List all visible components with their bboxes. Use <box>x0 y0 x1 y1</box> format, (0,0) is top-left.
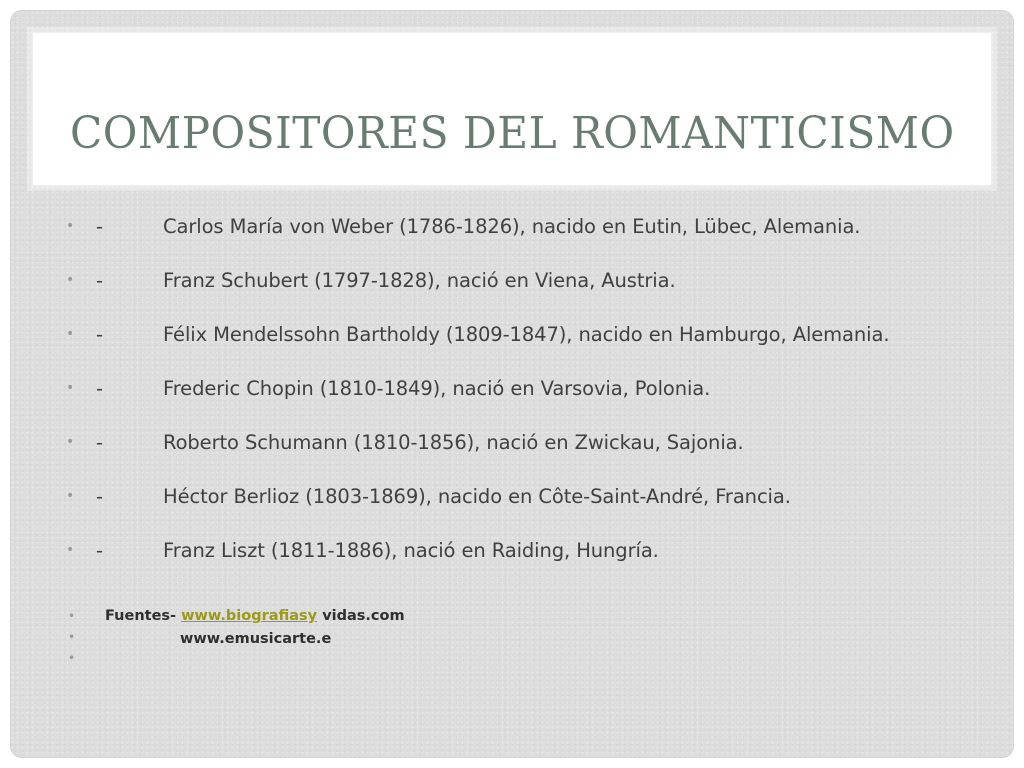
list-dash: - <box>96 539 104 562</box>
list-dash: - <box>96 269 104 292</box>
sources-link-suffix: vidas.com <box>317 608 405 624</box>
bullet-icon: • <box>68 630 76 644</box>
list-item <box>60 323 1000 377</box>
bullet-icon: • <box>66 434 75 450</box>
bullet-icon: • <box>68 651 76 665</box>
composer-entry: Franz Liszt (1811-1886), nació en Raiding, Hungría. <box>163 539 659 562</box>
composer-entry: Carlos María von Weber (1786-1826), nacido en Eutin, Lübec, Alemania. <box>163 215 861 238</box>
slide-title: COMPOSITORES DEL ROMANTICISMO <box>70 108 955 159</box>
list-item <box>60 269 1000 323</box>
bullet-icon: • <box>66 380 75 396</box>
list-item <box>60 485 1000 539</box>
source-url: www.emusicarte.e <box>180 631 332 647</box>
bullet-icon: • <box>68 609 76 623</box>
composer-list <box>60 215 1000 593</box>
list-item <box>60 431 1000 485</box>
list-dash: - <box>96 323 104 346</box>
list-dash: - <box>96 215 104 238</box>
composer-entry: Héctor Berlioz (1803-1869), nacido en Côte-Saint-André, Francia. <box>163 485 791 508</box>
composer-entry: Roberto Schumann (1810-1856), nació en Zwickau, Sajonia. <box>163 431 744 454</box>
list-item <box>60 377 1000 431</box>
composer-entry: Félix Mendelssohn Bartholdy (1809-1847), nacido en Hamburgo, Alemania. <box>163 323 890 346</box>
bullet-icon: • <box>66 272 75 288</box>
list-dash: - <box>96 485 104 508</box>
list-item <box>60 539 1000 593</box>
slide <box>10 10 1014 758</box>
bullet-icon: • <box>66 542 75 558</box>
sources-line <box>60 608 960 629</box>
composer-entry: Franz Schubert (1797-1828), nació en Viena, Austria. <box>163 269 676 292</box>
empty-list-item <box>60 650 960 671</box>
list-item <box>60 215 1000 269</box>
bullet-icon: • <box>66 218 75 234</box>
sources-text <box>105 608 405 624</box>
list-dash: - <box>96 377 104 400</box>
bullet-icon: • <box>66 488 75 504</box>
sources-label: Fuentes- <box>105 608 182 624</box>
source-link[interactable]: www.biografiasy <box>181 608 318 624</box>
composer-entry: Frederic Chopin (1810-1849), nació en Varsovia, Polonia. <box>163 377 711 400</box>
list-dash: - <box>96 431 104 454</box>
sources-line <box>60 629 960 650</box>
sources-list <box>60 608 960 671</box>
bullet-icon: • <box>66 326 75 342</box>
